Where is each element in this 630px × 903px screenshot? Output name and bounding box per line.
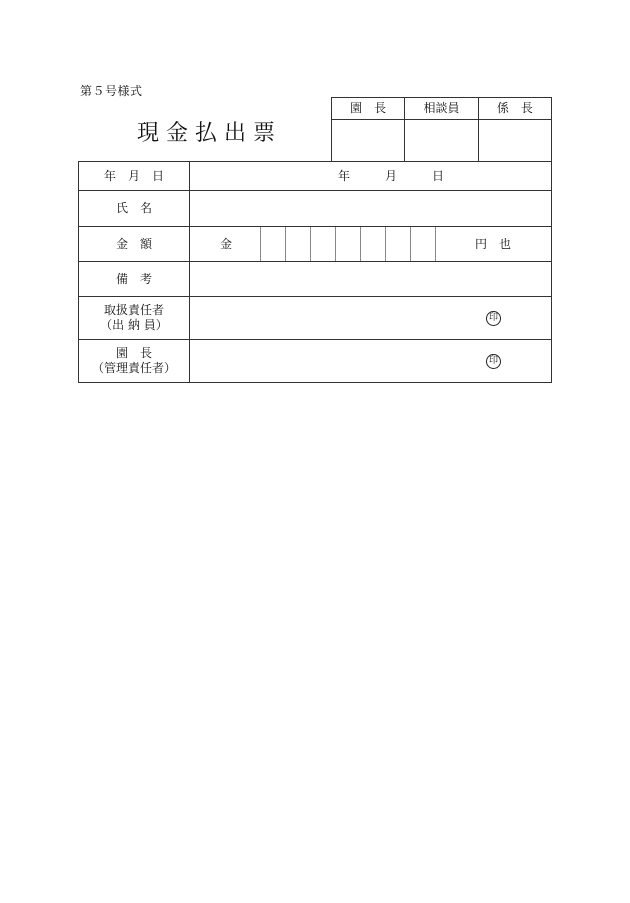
handler-label-line1: 取扱責任者 xyxy=(103,303,164,317)
amount-digit-box[interactable] xyxy=(285,227,310,261)
page-title: 現金払出票 xyxy=(137,121,283,146)
approval-stamp-director[interactable] xyxy=(332,120,405,162)
approval-table xyxy=(331,97,552,162)
amount-digit-box[interactable] xyxy=(310,227,335,261)
amount-field[interactable] xyxy=(190,227,552,262)
date-month: 月 xyxy=(385,169,398,183)
handler-field[interactable] xyxy=(190,297,552,340)
approval-header-counselor: 相談員 xyxy=(405,98,478,120)
approval-header-chief: 係 長 xyxy=(478,98,551,120)
approval-stamp-counselor[interactable] xyxy=(405,120,478,162)
date-label: 年 月 日 xyxy=(79,162,190,191)
date-year: 年 xyxy=(338,169,351,183)
remarks-label: 備 考 xyxy=(79,262,190,297)
form-number: 第５号様式 xyxy=(80,84,143,98)
director-label-line1: 園 長 xyxy=(115,346,152,360)
remarks-field[interactable] xyxy=(190,262,552,297)
handler-label-line2: （出 納 員） xyxy=(100,318,168,332)
director-field[interactable] xyxy=(190,340,552,383)
name-label: 氏 名 xyxy=(79,191,190,227)
director-label-line2: （管理責任者） xyxy=(91,361,176,375)
amount-digit-box[interactable] xyxy=(360,227,385,261)
amount-prefix: 金 xyxy=(220,237,233,251)
approval-header-director: 園 長 xyxy=(332,98,405,120)
amount-digit-box[interactable] xyxy=(385,227,410,261)
name-field[interactable] xyxy=(190,191,552,227)
amount-digit-box[interactable] xyxy=(410,227,436,261)
amount-label: 金 額 xyxy=(79,227,190,262)
date-day: 日 xyxy=(432,169,445,183)
payment-form-table xyxy=(78,161,552,383)
date-field[interactable] xyxy=(190,162,552,191)
seal-icon: 印 xyxy=(486,311,501,326)
approval-stamp-chief[interactable] xyxy=(478,120,551,162)
seal-icon: 印 xyxy=(486,354,501,369)
handler-label xyxy=(79,297,190,340)
amount-digit-box[interactable] xyxy=(260,227,285,261)
amount-suffix: 円 也 xyxy=(474,237,511,251)
director-label xyxy=(79,340,190,383)
amount-digit-box[interactable] xyxy=(335,227,360,261)
